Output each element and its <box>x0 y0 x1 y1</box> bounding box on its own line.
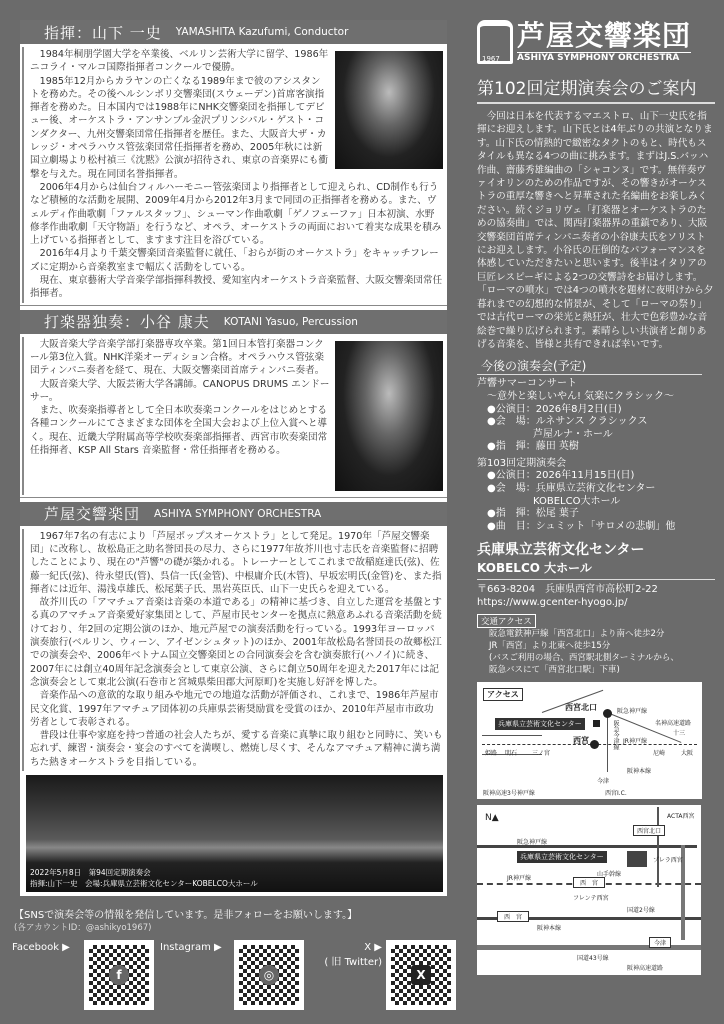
access-route-map <box>477 682 702 799</box>
event-name: 芦響サマーコンサート <box>477 378 577 390</box>
map-label: 阪急神戸線 <box>617 708 648 716</box>
map-label: フレンテ西宮 <box>573 895 609 903</box>
photo-caption-date: 2022年5月8日 第94回定期演奏会 <box>30 868 151 877</box>
venue-url[interactable]: https://www.gcenter-hyogo.jp/ <box>477 597 628 609</box>
map-label: ACTA西宮 <box>667 813 695 821</box>
upcoming-title: 今後の演奏会(予定) <box>477 357 702 375</box>
event-summer <box>477 378 715 454</box>
map-label: プレラ西宮 <box>653 857 683 865</box>
access-line: JR「西宮」より北東へ徒歩15分 <box>489 641 611 652</box>
map-station-hanshin-nishinomiya: 西 宮 <box>497 911 529 922</box>
map-label: 今津 <box>597 778 610 786</box>
event-103rd <box>477 458 715 534</box>
event-venue-hall: KOBELCO大ホール <box>533 495 621 507</box>
instagram-icon: ◎ <box>259 965 279 985</box>
orchestra-concert-photo <box>26 775 443 892</box>
photo-caption-venue: 指揮:山下一史 会場:兵庫県立芸術文化センターKOBELCO大ホール <box>30 879 258 888</box>
divider <box>20 305 447 306</box>
instagram-label: Instagram ▶ <box>160 942 222 953</box>
conductor-title-en: YAMASHITA Kazufumi, Conductor <box>175 26 349 38</box>
venue-address: 〒663-8204 兵庫県西宮市高松町2-22 <box>477 584 658 596</box>
map-label: JR神戸線 <box>623 738 647 746</box>
map-station-jr-nishinomiya: 西 宮 <box>573 877 605 888</box>
left-column <box>20 20 447 896</box>
orchestra-para: 故芥川氏の「アマチュア音楽は音楽の本道である」の精神に基づき、自立した運営を基盤とする真のアマチュア音楽愛好家集団として、芦屋市民センターを拠点に熱意あふれる音楽活動を続けており、年2回の定期公演のほか、地元芦屋での演奏活動を行っている。1993年ヨーロッパ演奏旅行(ベルリン、ウィーン、アイゼンシュタット)のほか、2001年故松島名誉団長の故郷松江での演奏会や、2006年ベトナム国立交響楽団との合同演奏会を含む演奏旅行(ハノイ)に続き、2007年には創立40周年記念演奏会として東京公演、さらに創立50周年を迎えた2017年には記念演奏会として東北公演(石巻市と宮城県柴田郡大河原町)を実施し好評を博した。 <box>30 597 442 688</box>
logo-year: 1967 <box>482 55 500 63</box>
event-name: 第103回定期演奏会 <box>477 457 567 469</box>
facebook-qr-code[interactable] <box>84 940 154 1010</box>
percussion-title-en: KOTANI Yasuo, Percussion <box>223 315 358 328</box>
conductor-para: 1984年桐朋学園大学を卒業後、ベルリン芸術大学に留学、1986年ニコライ・マルコ国際指揮者コンクールで優勝。 <box>30 49 329 74</box>
map-label: 十三 <box>673 730 686 738</box>
conductor-para: 2016年4月より千葉交響楽団音楽監督に就任、「おらが街のオーケストラ」をキャッチフレーズに定期から音楽教室まで幅広く活動をしている。 <box>30 248 439 273</box>
concert-title: 第102回定期演奏会のご案内 <box>477 74 715 104</box>
venue-hall: KOBELCO 大ホール <box>477 559 715 580</box>
conductor-para: 2006年4月からは仙台フィルハーモニー管弦楽団より指揮者として迎えられ、CD制作も行うなど積極的な活動を展開、2009年4月から2012年3月まで同団の正指揮者を務める。また、ヴェルディ作曲歌劇「ファルスタッフ」、シューマン作曲歌劇「ゲノフェーファ」日本初演、水野修孝作曲歌劇「天守物語」を行うなど、オペラ、オーケストラの両面において着実な成果を積み上げている指揮者として、ますます注目を浴びている。 <box>30 181 442 247</box>
map-title: アクセス <box>483 688 523 701</box>
x-sublabel: ( 旧 Twitter) <box>324 957 382 968</box>
map-label: 国道2号線 <box>627 907 655 915</box>
event-conductor: ●指 揮：藤田 英樹 <box>487 441 579 453</box>
lyre-icon <box>477 20 513 64</box>
map-station-nishikitaguchi: 西宮北口 <box>565 703 597 713</box>
instagram-qr-code[interactable] <box>234 940 304 1010</box>
event-conductor: ●指 揮：松尾 葉子 <box>487 508 579 520</box>
x-label: X ▶ <box>364 942 382 953</box>
x-icon: X <box>411 965 431 985</box>
orchestra-header <box>20 502 447 526</box>
percussion-para: また、吹奏楽指導者として全日本吹奏楽コンクールをはじめとする各種コンクールにてさまざまな団体を全国大会および上位入賞へと導く。現在、近畿大学附属高等学校吹奏楽部指揮者、西宮市吹奏楽団常任指揮者、KSP All Stars 音楽監督・常任指揮者を務める。 <box>30 405 328 457</box>
conductor-para: 現在、東京藝術大学音楽学部指揮科教授、愛知室内オーケストラ音楽監督、大阪交響楽団常任指揮者。 <box>30 275 443 300</box>
map-label: 三ノ宮 <box>532 750 551 758</box>
map-label: 大阪 <box>681 750 694 758</box>
orchestra-para: 1967年7名の有志により「芦屋ポップスオーケストラ」として発足。1970年「芦屋交響楽団」に改称し、故松島正之助名誉団長の尽力、さらに1977年故芥川也寸志氏を音楽監督に招聘したことにより、現在の"芦響"の礎が築かれる。トレーナーとしてこれまで故稲庭達氏(弦)、佐藤一紀氏(弦)、待永望氏(管)、呉信一氏(金管)、中根庸介氏(木管)、早坂宏明氏(金管)を、また指揮者には近年、湯浅卓雄氏、松尾葉子氏、黒岩英臣氏、山下一史氏らを迎えている。 <box>30 530 442 595</box>
percussion-para: 大阪音楽大学音楽学部打楽器専攻卒業。第1回日本管打楽器コンクール第3位入賞。NHK洋楽オーディション合格。オペラハウス管弦楽団ティンパニ奏者を経て、現在、大阪交響楽団首席ティンパニ奏者。 <box>30 338 325 377</box>
map-station-nishinomiya: 西宮 <box>573 736 589 746</box>
map-label: JR神戸線 <box>507 875 531 883</box>
map-label: 尼崎 <box>653 750 666 758</box>
conductor-bio <box>22 47 447 303</box>
map-label: 阪神高速道路 <box>627 965 664 973</box>
conductor-para: 1985年12月からカラヤンの亡くなる1989年まで彼のアシスタントを務めた。その後ヘルシンボリ交響楽団(スウェーデン)首席客演指揮者を務めた。日本国内では1988年にNHK交響楽団を指揮してデビュー後、オーケストラ・アンサンブル金沢プリンシパル・ゲスト・コンダクター、九州交響楽団常任指揮者を歴任。また、大阪音大ザ・カレッジ・オペラハウス管弦楽団常任指揮者を務め、2005年秋には新国立劇場より松村禎三《沈黙》公演が招待され、東京の音楽界にも衝撃を与えた。現在同団名誉指揮者。 <box>30 75 328 180</box>
map-venue-label: 兵庫県立芸術文化センター <box>517 851 607 863</box>
map-station-imazu: 今津 <box>649 937 671 948</box>
logo-name: 芦屋交響楽団 <box>517 19 692 52</box>
orchestra-logo <box>477 20 716 64</box>
map-station-nishikitaguchi: 西宮北口 <box>633 825 665 836</box>
orchestra-title-en: ASHIYA SYMPHONY ORCHESTRA <box>154 507 322 520</box>
north-arrow-icon: N▲ <box>485 813 499 824</box>
conductor-photo <box>335 51 443 169</box>
access-badge: 交通アクセス <box>477 614 536 628</box>
map-label: 阪急神戸線 <box>517 839 548 847</box>
map-label: 名神高速道路 <box>655 720 692 728</box>
event-date: ●公演日：2026年8月2日(日) <box>487 403 622 415</box>
conductor-header <box>20 20 447 44</box>
map-label: 国道43号線 <box>577 955 609 963</box>
divider <box>20 497 447 498</box>
orchestra-para: 音楽作品への意欲的な取り組みや地元での地道な活動が評価され、これまで、1986年芦屋市民文化賞、1997年アマチュア団体初の兵庫県芸術奨励賞を受賞のほか、2010年芦屋市市政功労者として表彰される。 <box>30 690 439 728</box>
event-venue-hall: 芦屋ルナ・ホール <box>533 428 613 440</box>
access-line: (バスご利用の場合、西宮駅北側ターミナルから、 <box>489 653 679 664</box>
concert-intro: 今回は日本を代表するマエストロ、山下一史氏を指揮にお迎えします。山下氏とは4年ぶりの共演となります。山下氏の情熱的で緻密なタクトのもと、時代もスタイルも異なる4つの曲に挑みます。まずはJ.S.バッハ作曲、齋藤秀雄編曲の「シャコンヌ」です。無伴奏ヴァイオリンのための作品ですが、その響きがオーケストラの重厚な響きへと昇華された名編曲をお楽しみください。続くジョリヴェ「打楽器とオーケストラのための協奏曲」では、関西打楽器界の重鎮であり、大阪交響楽団首席ティンパニ奏者の小谷康夫氏をソリストにお迎えします。小谷氏の圧倒的なパフォーマンスを体感していただきたいと思います。後半はイタリアの巨匠レスピーギによる2つの交響詩をお届けします。「ローマの噴水」では4つの噴水を題材に夜明けから夕暮れまでの幻想的な情景が、そして「ローマの祭り」では古代ローマの栄光と熱狂が、壮大で色彩豊かな音絵巻で繰り広げられます。素晴らしい共演者と創りあげる音楽を、皆様と共有できれば幸いです。 <box>477 111 714 350</box>
street-map <box>477 805 701 975</box>
facebook-label: Facebook ▶ <box>12 942 70 953</box>
map-label: 阪急今津線 <box>612 720 619 751</box>
venue-info <box>477 539 715 676</box>
facebook-icon: f <box>109 965 129 985</box>
orchestra-para: 普段は仕事や家庭を持つ普通の社会人たちが、愛する音楽に真摯に取り組むと同時に、笑いも忘れず、練習・演奏会・宴会のすべてを満喫し、燃焼し尽くす、そんなアマチュア精神に満ち満ちた熱きオーケストラを目指している。 <box>30 730 443 768</box>
event-venue: ●会 場：兵庫県立芸術文化センター <box>487 483 656 495</box>
map-label: 姫路 <box>485 750 498 758</box>
map-label: 山手幹線 <box>597 871 622 879</box>
orchestra-title-jp: 芦屋交響楽団 <box>44 505 141 524</box>
map-label: 阪神高速3号神戸線 <box>483 790 535 798</box>
event-date: ●公演日：2026年11月15日(日) <box>487 470 635 482</box>
x-qr-code[interactable] <box>386 940 456 1010</box>
percussion-photo <box>335 341 443 491</box>
percussion-title-jp: 打楽器独奏：小谷 康夫 <box>44 313 210 332</box>
percussion-header <box>20 310 447 334</box>
map-label: 明石 <box>505 750 518 758</box>
percussion-bio <box>22 337 447 495</box>
access-line: 阪急電鉄神戸線「西宮北口」より南へ徒歩2分 <box>489 629 665 640</box>
right-column <box>455 0 724 1024</box>
percussion-para: 大阪音楽大学、大阪芸術大学各講師。CANOPUS DRUMS エンドーサー。 <box>30 378 330 403</box>
map-venue-label: 兵庫県立芸術文化センター <box>495 718 585 730</box>
access-line: 阪急バスにて「西宮北口駅」下車) <box>489 665 620 676</box>
map-label: 阪神本線 <box>537 925 562 933</box>
conductor-title-jp: 指揮：山下 一史 <box>44 23 162 42</box>
upcoming-events <box>477 378 715 537</box>
map-label: 阪神本線 <box>627 768 652 776</box>
logo-name-en: ASHIYA SYMPHONY ORCHESTRA <box>517 52 691 63</box>
event-venue: ●会 場：ルネサンス クラシックス <box>487 416 648 428</box>
venue-name: 兵庫県立芸術文化センター <box>477 542 645 559</box>
event-program: ●曲 目：シュミット「サロメの悲劇」他 <box>487 520 676 532</box>
map-label: 西宮I.C. <box>605 790 627 798</box>
orchestra-bio <box>22 529 447 771</box>
sns-account-id: (各アカウントID：@ashikyo1967) <box>14 923 152 933</box>
sns-message: 【SNSで演奏会等の情報を発信しています。是非フォローをお願いします。】 <box>14 910 358 921</box>
event-subtitle: ～意外と楽しいやん! 気楽にクラシック～ <box>487 390 674 402</box>
